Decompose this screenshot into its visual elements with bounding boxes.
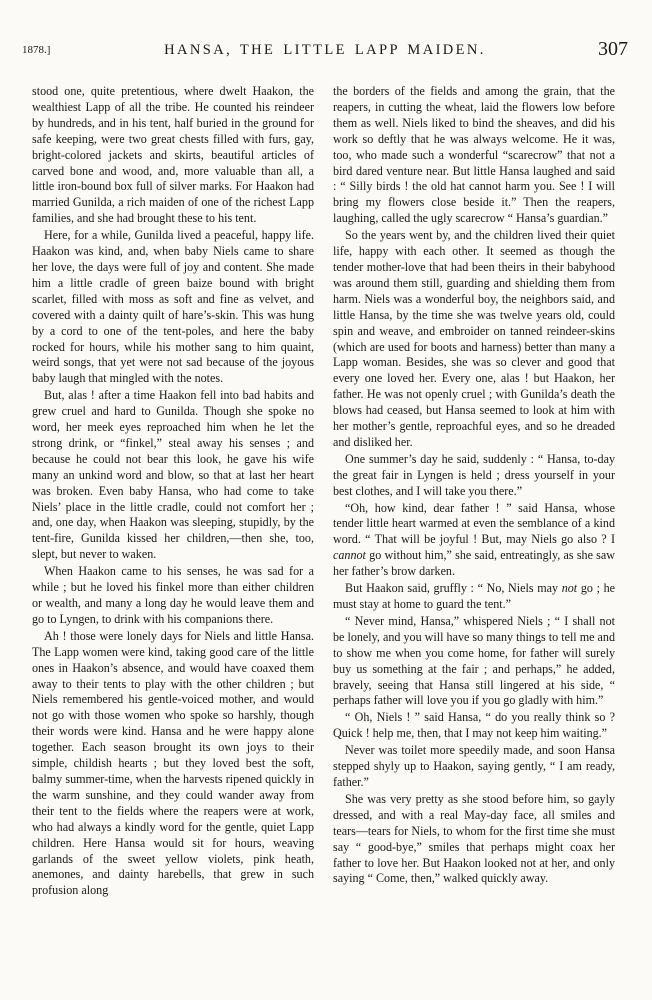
- running-head: [22, 40, 628, 62]
- paragraph: Ah ! those were lonely days for Niels and little Hansa. The Lapp women were kind, taking good care of the little ones in Haakon’s absence, and would have coaxed them away to their tents to play with the other children ; but Niels remembered his gentle-voiced mother, and would not go with those women who spoke so harshly, though their words were kind. Hansa and he were happy alone together. Each season brought its own joys to their simple, childish hearts ; but they loved best the soft, balmy summer-time, when the harvests ripened quickly in the warm sunshine, and they could wander away from their tent to the fields where the reapers were at work, who had always a kindly word for the gentle, quiet Lapp children. Here Hansa would sit for hours, weaving garlands of the sweet yellow violets, pink heath, anemones, and dainty harebells, that grew in such profusion along: [32, 628, 314, 898]
- emphasized-word: cannot: [333, 548, 366, 563]
- paragraph: Here, for a while, Gunilda lived a peaceful, happy life. Haakon was kind, and, when baby Niels came to share her love, the days were full of joy and content. She made him a little cradle of green baize bound with bright scarlet, filled with moss as soft and fine as velvet, and covered with a dainty quilt of hare’s-skin. This was hung by a cord to one of the tent-poles, and here the baby rocked for hours, while his mother sang to him quaint, weird songs, that yet were not sad because of the joyous baby laugh that mingled with the notes.: [32, 228, 314, 386]
- left-column: [32, 84, 314, 899]
- paragraph: But, alas ! after a time Haakon fell into bad habits and grew cruel and hard to Gunilda. Though she spoke no word, her meek eyes reproached him when he let the strong drink, or “finkel,” steal away his senses ; and because he could not bear this look, he gave his wife many an unkind word and blow, so that at last her heart was broken. Even baby Hansa, who had come to take Niels’ place in the little cradle, could not comfort her ; and, one day, when Haakon was sleeping, stupidly, by the tent-fire, Gunilda kissed her children,—then she, too, slept, but never to waken.: [32, 388, 314, 562]
- running-title: HANSA, THE LITTLE LAPP MAIDEN.: [164, 42, 486, 58]
- paragraph: the borders of the fields and among the grain, that the reapers, in cutting the wheat, laid the flowers low before them as well. Niels liked to bind the sheaves, and did his work so deftly that he was always welcome. He it was, too, who made such a wonderful “scarecrow” that not a bird dared venture near. But little Hansa laughed and said : “ Silly birds ! the old hat cannot harm you. See ! I will bring my flowers close beside it.” Then the reapers, laughing, called the ugly scarecrow “ Hansa’s guardian.”: [333, 84, 615, 226]
- text-run: But Haakon said, gruffly : “ No, Niels may: [345, 581, 562, 596]
- emphasized-word: not: [561, 581, 578, 596]
- text-run: go ; he must stay at home to guard the tent.”: [333, 581, 615, 611]
- paragraph: When Haakon came to his senses, he was sad for a while ; but he loved his finkel more than either children or wealth, and many a long day he would leave them and go to Lyngen, to drink with his companions there.: [32, 564, 314, 626]
- paragraph: She was very pretty as she stood before him, so gayly dressed, and with a real May-day face, all smiles and tears—tears for Niels, to whom for the first time she must say “ good-bye,” smiles that perhaps might coax her father to love her. But Haakon looked not at her, and only saying “ Come, then,” walked quickly away.: [333, 791, 615, 886]
- right-column: [333, 84, 615, 887]
- text-run: “Oh, how kind, dear father ! ” said Hansa, whose tender little heart warmed at even the semblance of a kind word. “ That will be joyful ! But, may Niels go also ? I: [333, 500, 615, 547]
- paragraph: [333, 581, 615, 613]
- paragraph: So the years went by, and the children lived their quiet life, happy with each other. It seemed as though the tender mother-love that had been theirs in their babyhood was around them still, guarding and shielding them from harm. Niels was a wonderful boy, the neighbors said, and little Hansa, by the time she was twelve years old, could spin and weave, and embroider on tanned reindeer-skins (which are used for boots and harness) better than many a Lapp woman. Besides, she was so clever and good that every one loved her. Every one, alas ! but Haakon, her father. He was not openly cruel ; with Gunilda’s death the blows had ceased, but Hansa seemed to look at him with her mother’s gentle, reproachful eyes, and so he dreaded and disliked her.: [333, 228, 615, 449]
- paragraph: “ Never mind, Hansa,” whispered Niels ; “ I shall not be lonely, and you will have so many things to tell me and to show me when you come home, for father will surely buy us something at the fair ; and perhaps,” he added, bravely, seeing that Hansa still lingered at his side, “ perhaps father will love you if you go gladly with him.”: [333, 613, 615, 708]
- issue-year: 1878.]: [22, 44, 51, 56]
- paragraph: “ Oh, Niels ! ” said Hansa, “ do you really think so ? Quick ! help me, then, that I may not keep him waiting.”: [333, 710, 615, 741]
- paragraph: [333, 501, 615, 581]
- paragraph: One summer’s day he said, suddenly : “ Hansa, to-day the great fair in Lyngen is held ; dress yourself in your best clothes, and I will take you there.”: [333, 451, 615, 498]
- text-run: go without him,” she said, entreatingly, as she saw her father’s brow darken.: [333, 548, 615, 579]
- paragraph: Never was toilet more speedily made, and soon Hansa stepped shyly up to Haakon, saying gently, “ I am ready, father.”: [333, 743, 615, 789]
- paragraph: stood one, quite pretentious, where dwelt Haakon, the wealthiest Lapp of all the tribe. He counted his reindeer by hundreds, and in his tent, half buried in the ground for safe keeping, were two great chests filled with furs, gay, bright-colored jackets and skirts, beautiful articles of carved bone and wood, and, more valuable than all, a little iron-bound box full of silver marks. For Haakon had married Gunilda, a rich maiden of one of the richest Lapp families, and she had brought these to his tent.: [32, 84, 314, 226]
- page-number: 307: [598, 38, 628, 60]
